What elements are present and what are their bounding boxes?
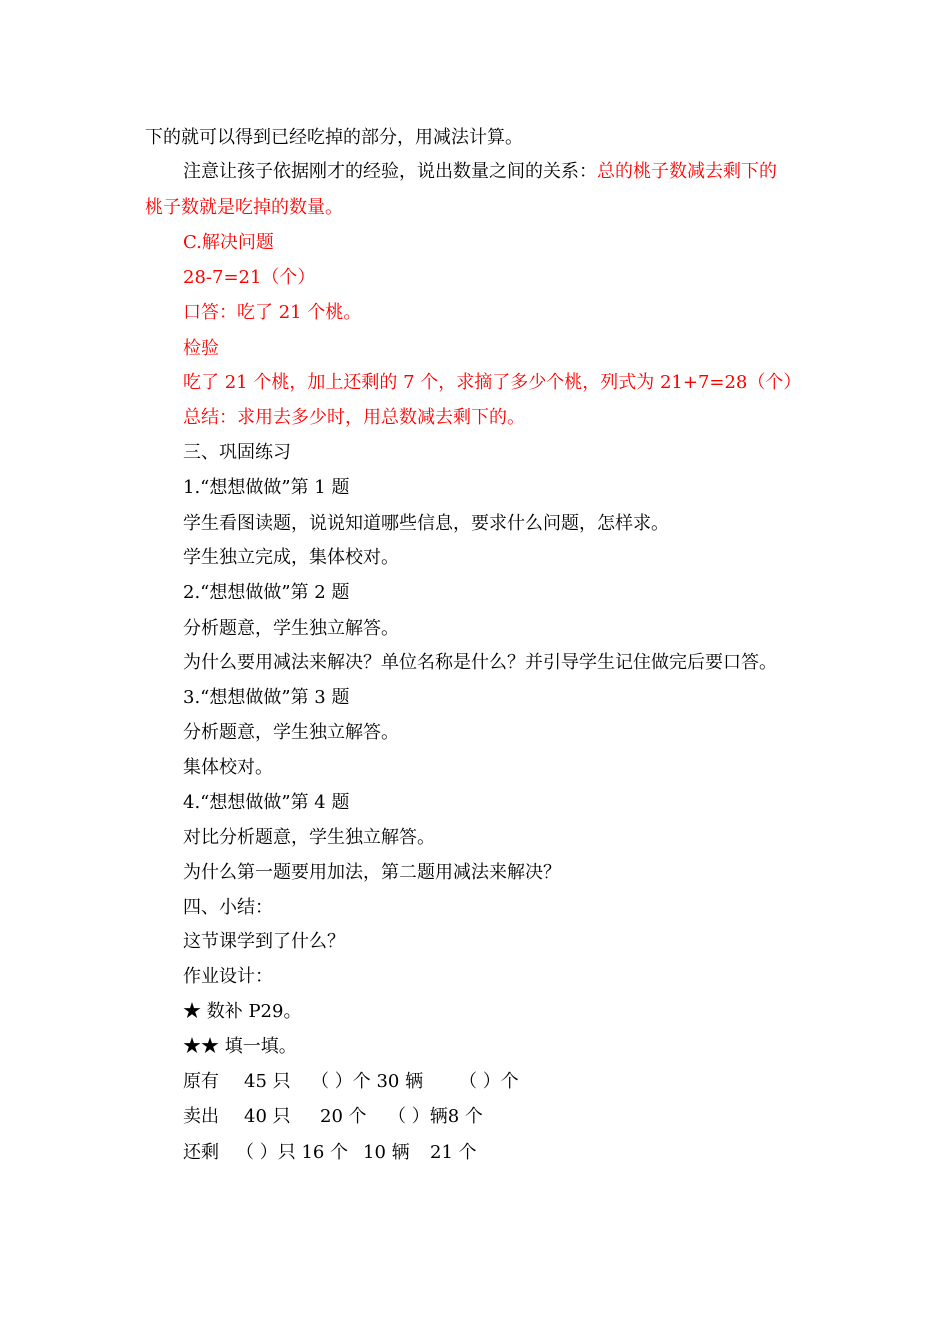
text-run: 为什么要用减法来解决？单位名称是什么？并引导学生记住做完后要口答。 bbox=[183, 652, 777, 673]
exercise-heading bbox=[183, 686, 349, 710]
text-run: 四、小结： bbox=[183, 897, 273, 918]
text-run: 作业设计： bbox=[183, 966, 273, 987]
highlighted-text: 吃了 21 个桃，加上还剩的 7 个，求摘了多少个桃，列式为 21+7=28（个） bbox=[183, 372, 802, 393]
homework-item bbox=[183, 1035, 297, 1059]
text-run: 三、巩固练习 bbox=[183, 442, 291, 463]
highlighted-text: C.解决问题 bbox=[183, 232, 274, 253]
table-cell: （ ）个 30 辆 bbox=[311, 1071, 424, 1092]
homework-item bbox=[183, 1000, 301, 1024]
paragraph-line bbox=[183, 512, 669, 536]
text-run: 学生独立完成，集体校对。 bbox=[183, 547, 399, 568]
highlighted-text: 检验 bbox=[183, 338, 219, 359]
exercise-heading bbox=[183, 581, 349, 605]
section-heading bbox=[183, 965, 273, 989]
text-run: 1.“想想做做”第 1 题 bbox=[183, 477, 350, 498]
text-run: 对比分析题意，学生独立解答。 bbox=[183, 827, 435, 848]
paragraph-line bbox=[183, 301, 361, 325]
text-run: 为什么第一题要用加法，第二题用减法来解决？ bbox=[183, 862, 561, 883]
text-run: 注意让孩子依据刚才的经验，说出数量之间的关系： bbox=[183, 161, 597, 182]
text-run: 下的就可以得到已经吃掉的部分，用减法计算。 bbox=[145, 127, 523, 148]
paragraph-line bbox=[145, 196, 343, 220]
text-run: 这节课学到了什么？ bbox=[183, 931, 345, 952]
table-cell: （ ）个 bbox=[459, 1071, 519, 1092]
exercise-heading bbox=[183, 791, 349, 815]
text-run: ★★ 填一填。 bbox=[183, 1036, 297, 1057]
paragraph-line bbox=[183, 651, 777, 675]
section-heading bbox=[183, 896, 273, 920]
text-run: ★ 数补 P29。 bbox=[183, 1001, 302, 1022]
text-run: 学生看图读题，说说知道哪些信息，要求什么问题，怎样求。 bbox=[183, 513, 669, 534]
table-cell: 21 个 bbox=[430, 1142, 477, 1163]
equation-line bbox=[183, 266, 315, 290]
highlighted-text: 总结：求用去多少时，用总数减去剩下的。 bbox=[183, 407, 525, 428]
row-label: 卖出 bbox=[183, 1106, 219, 1127]
section-heading bbox=[183, 441, 291, 465]
paragraph-line bbox=[183, 721, 399, 745]
text-run: 4.“想想做做”第 4 题 bbox=[183, 792, 350, 813]
text-run: 2.“想想做做”第 2 题 bbox=[183, 582, 350, 603]
table-cell: （ ）辆8 个 bbox=[388, 1106, 483, 1127]
paragraph-line bbox=[183, 826, 435, 850]
highlighted-text: 口答：吃了 21 个桃。 bbox=[183, 302, 362, 323]
table-cell: 10 辆 bbox=[363, 1142, 410, 1163]
paragraph-line bbox=[183, 546, 399, 570]
highlighted-text: 28-7=21（个） bbox=[183, 267, 316, 288]
paragraph-line bbox=[183, 861, 561, 885]
highlighted-text: 桃子数就是吃掉的数量。 bbox=[145, 197, 343, 218]
table-cell: 40 只 bbox=[244, 1106, 291, 1127]
highlighted-text: 总的桃子数减去剩下的 bbox=[597, 161, 777, 182]
paragraph-line bbox=[183, 617, 399, 641]
paragraph-line bbox=[183, 371, 801, 395]
section-heading bbox=[183, 231, 274, 255]
paragraph-line bbox=[183, 756, 273, 780]
text-run: 3.“想想做做”第 3 题 bbox=[183, 687, 350, 708]
row-label: 原有 bbox=[183, 1071, 219, 1092]
paragraph-line bbox=[183, 160, 777, 184]
paragraph-line bbox=[145, 126, 523, 150]
exercise-heading bbox=[183, 476, 349, 500]
table-cell: （ ）只 16 个 bbox=[236, 1142, 349, 1163]
row-label: 还剩 bbox=[183, 1142, 219, 1163]
table-cell: 20 个 bbox=[320, 1106, 367, 1127]
section-heading bbox=[183, 337, 219, 361]
text-run: 集体校对。 bbox=[183, 757, 273, 778]
text-run: 分析题意，学生独立解答。 bbox=[183, 618, 399, 639]
paragraph-line bbox=[183, 406, 525, 430]
text-run: 分析题意，学生独立解答。 bbox=[183, 722, 399, 743]
table-cell: 45 只 bbox=[244, 1071, 291, 1092]
paragraph-line bbox=[183, 930, 345, 954]
